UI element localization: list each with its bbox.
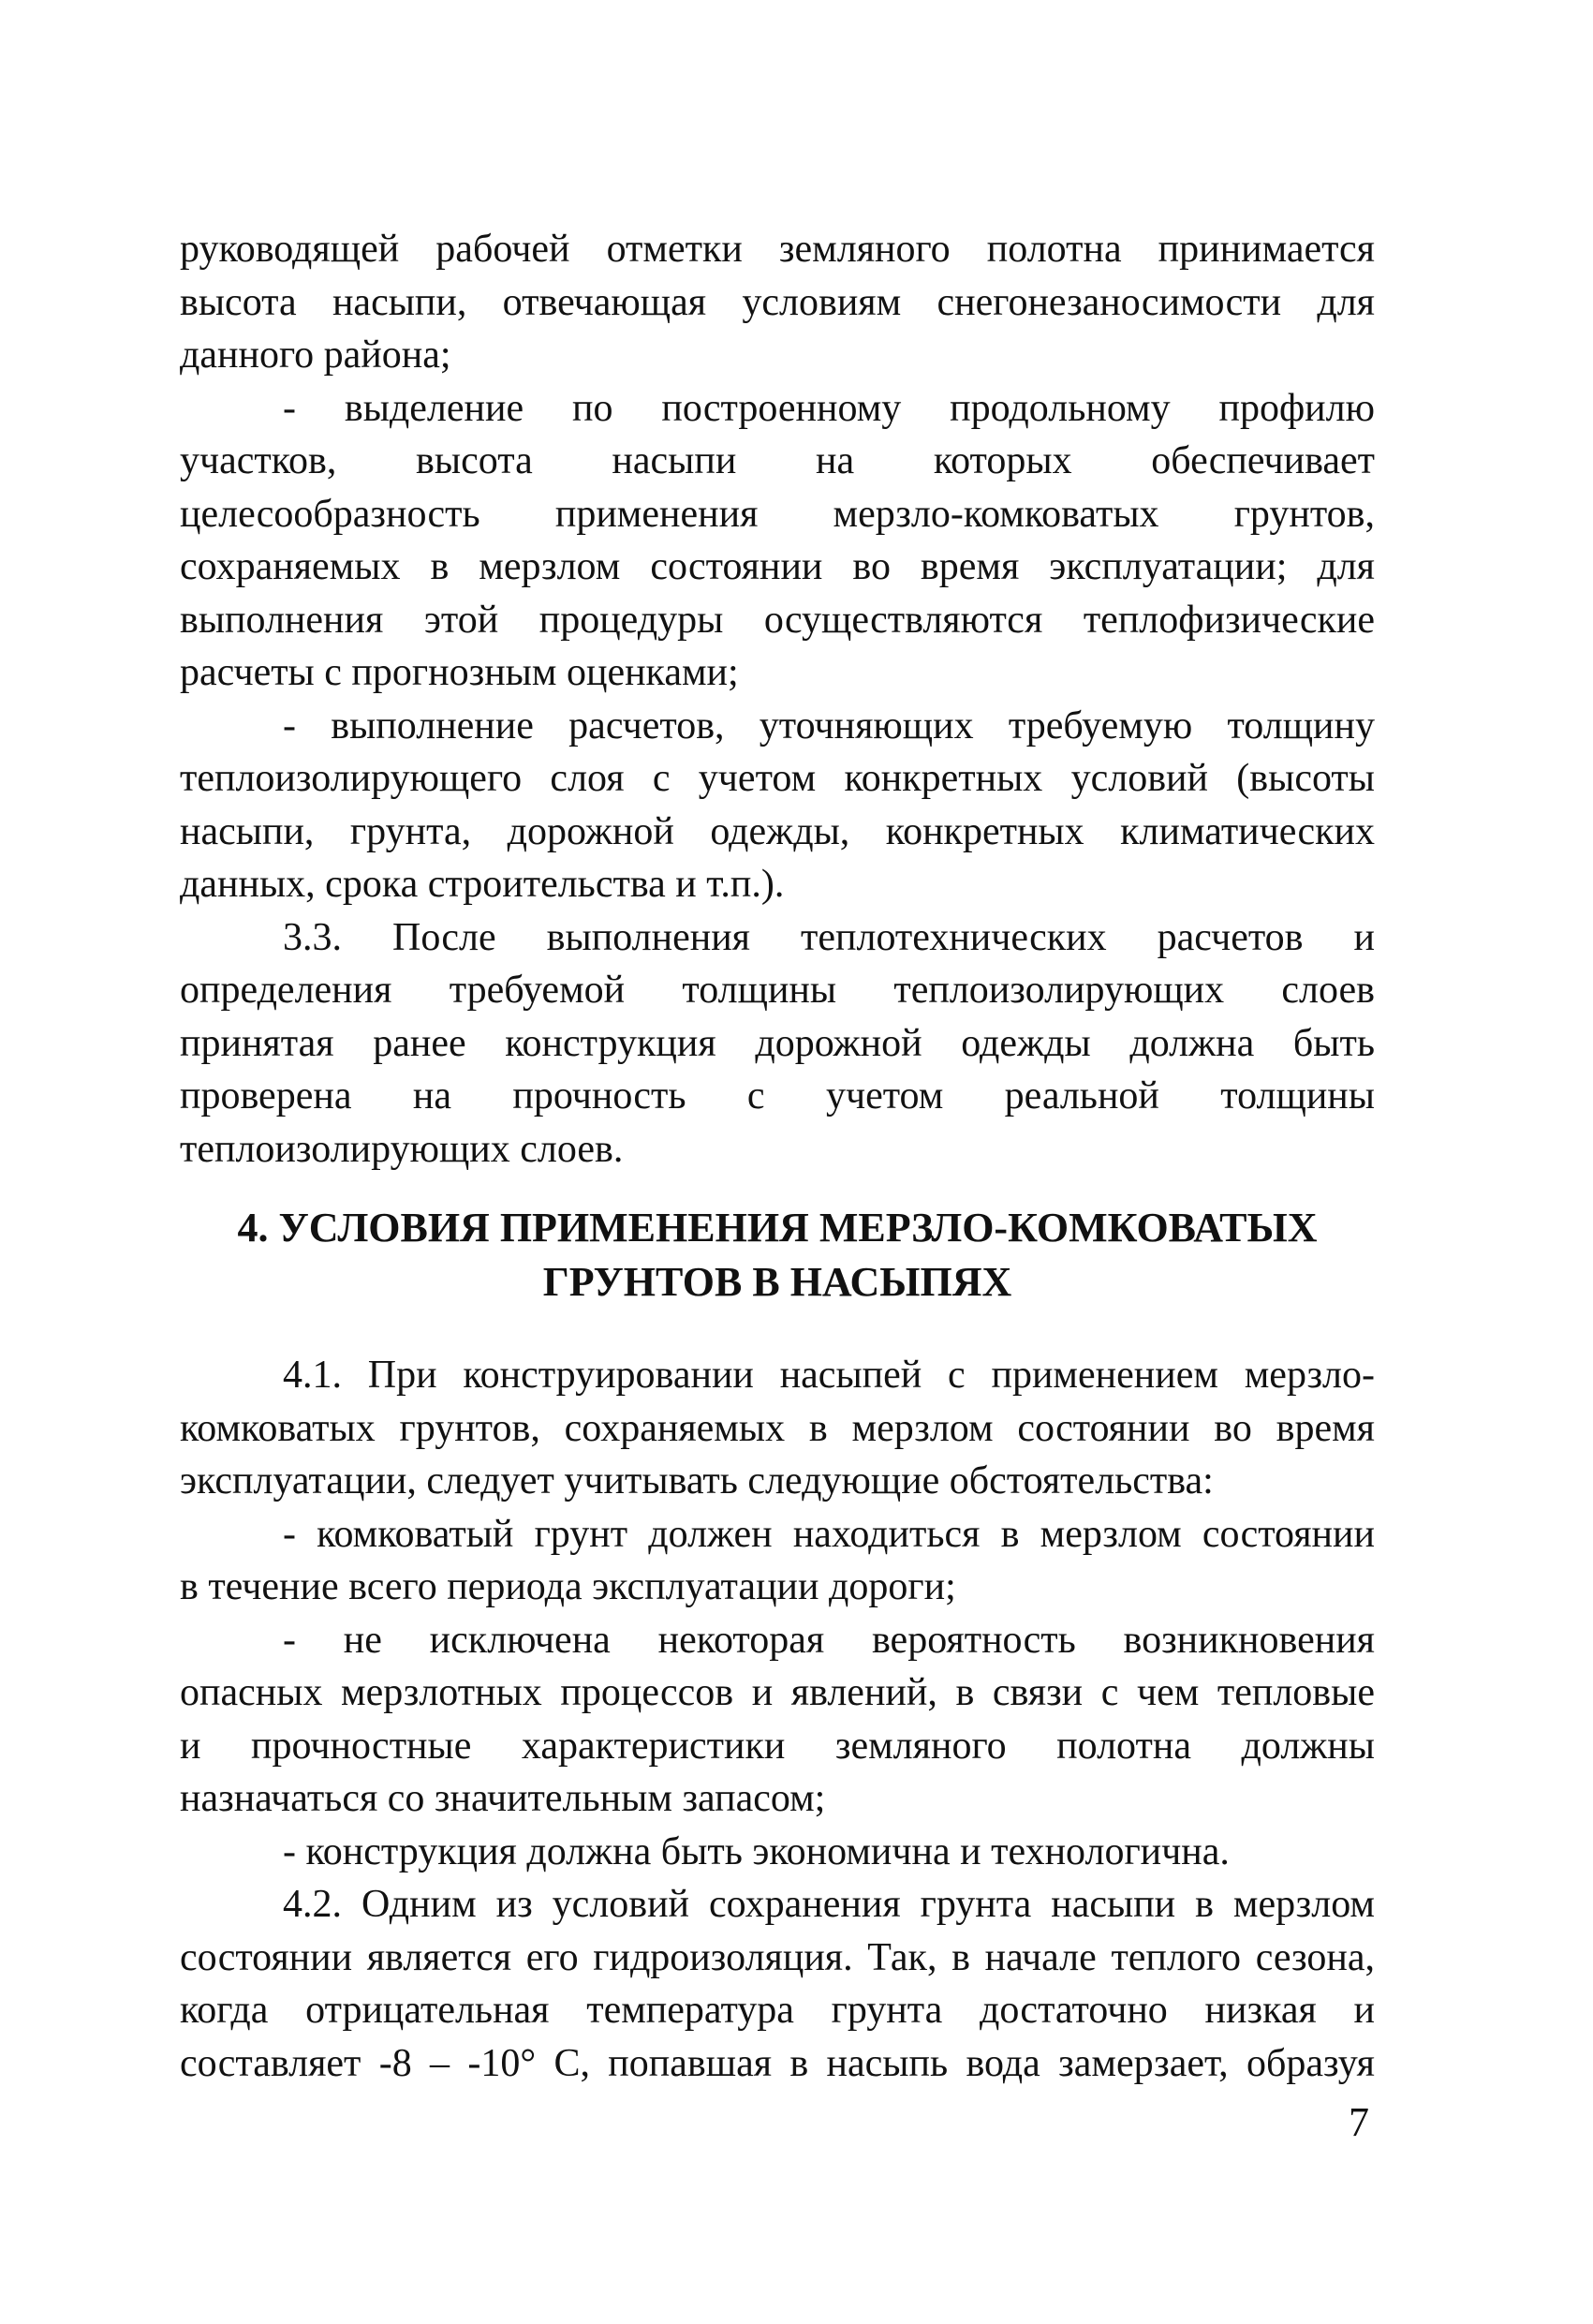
section-heading-line-1: 4. УСЛОВИЯ ПРИМЕНЕНИЯ МЕРЗЛО-КОМКОВАТЫХ — [237, 1205, 1318, 1251]
text-line: насыпи, грунта, дорожной одежды, конкретных климатических — [180, 809, 1375, 853]
page-number: 7 — [1349, 2099, 1369, 2145]
text-line: опасных мерзлотных процессов и явлений, в связи с чем тепловые — [180, 1671, 1375, 1714]
text-line: 4.1. При конструировании насыпей с применением мерзло- — [283, 1354, 1375, 1397]
text-line: высота насыпи, отвечающая условиям снегонезаносимости для — [180, 280, 1375, 324]
text-line: - не исключена некоторая вероятность возникновения — [283, 1618, 1375, 1662]
text-line: сохраняемых в мерзлом состоянии во время эксплуатации; для — [180, 545, 1375, 588]
text-line: - выделение по построенному продольному профилю — [283, 386, 1375, 430]
text-line: участков, высота насыпи на которых обеспечивает — [180, 439, 1375, 482]
text-line: и прочностные характеристики земляного полотна должны — [180, 1724, 1375, 1768]
text-line: данного района; — [180, 333, 451, 377]
text-line: - конструкция должна быть экономична и технологична. — [283, 1829, 1230, 1873]
text-line: расчеты с прогнозным оценками; — [180, 651, 739, 694]
text-line: составляет -8 – -10° С, попавшая в насыпь вода замерзает, образуя — [180, 2041, 1375, 2085]
text-line: целесообразность применения мерзло-комковатых грунтов, — [180, 492, 1375, 536]
text-line: 3.3. После выполнения теплотехнических расчетов и — [283, 915, 1375, 959]
text-block-bottom — [180, 1349, 1375, 2090]
text-line: эксплуатации, следует учитывать следующие обстоятельства: — [180, 1459, 1214, 1502]
text-line: теплоизолирующих слоев. — [180, 1127, 624, 1171]
text-line: данных, срока строительства и т.п.). — [180, 863, 785, 906]
text-line: проверена на прочность с учетом реальной толщины — [180, 1074, 1375, 1118]
text-line: - выполнение расчетов, уточняющих требуемую толщину — [283, 703, 1375, 748]
text-line: руководящей рабочей отметки земляного полотна принимается — [180, 228, 1375, 271]
text-line: выполнения этой процедуры осуществляются теплофизические — [180, 598, 1375, 642]
text-line: 4.2. Одним из условий сохранения грунта насыпи в мерзлом — [283, 1883, 1375, 1926]
text-line: в течение всего периода эксплуатации дороги; — [180, 1565, 956, 1608]
text-line: состоянии является его гидроизоляция. Так, в начале теплого сезона, — [180, 1935, 1375, 1979]
text-line: принятая ранее конструкция дорожной одежды должна быть — [180, 1021, 1375, 1065]
section-heading — [180, 1201, 1375, 1310]
section-heading-line-2: ГРУНТОВ В НАСЫПЯХ — [542, 1259, 1012, 1305]
text-line: когда отрицательная температура грунта достаточно низкая и — [180, 1989, 1375, 2032]
text-line: определения требуемой толщины теплоизолирующих слоев — [180, 969, 1375, 1012]
text-line: назначаться со значительным запасом; — [180, 1777, 826, 1820]
text-line: теплоизолирующего слоя с учетом конкретных условий (высоты — [180, 757, 1375, 800]
text-block-top — [180, 223, 1375, 1176]
text-line: комковатых грунтов, сохраняемых в мерзлом состоянии во время — [180, 1406, 1375, 1450]
text-line: - комковатый грунт должен находиться в мерзлом состоянии — [283, 1512, 1375, 1556]
